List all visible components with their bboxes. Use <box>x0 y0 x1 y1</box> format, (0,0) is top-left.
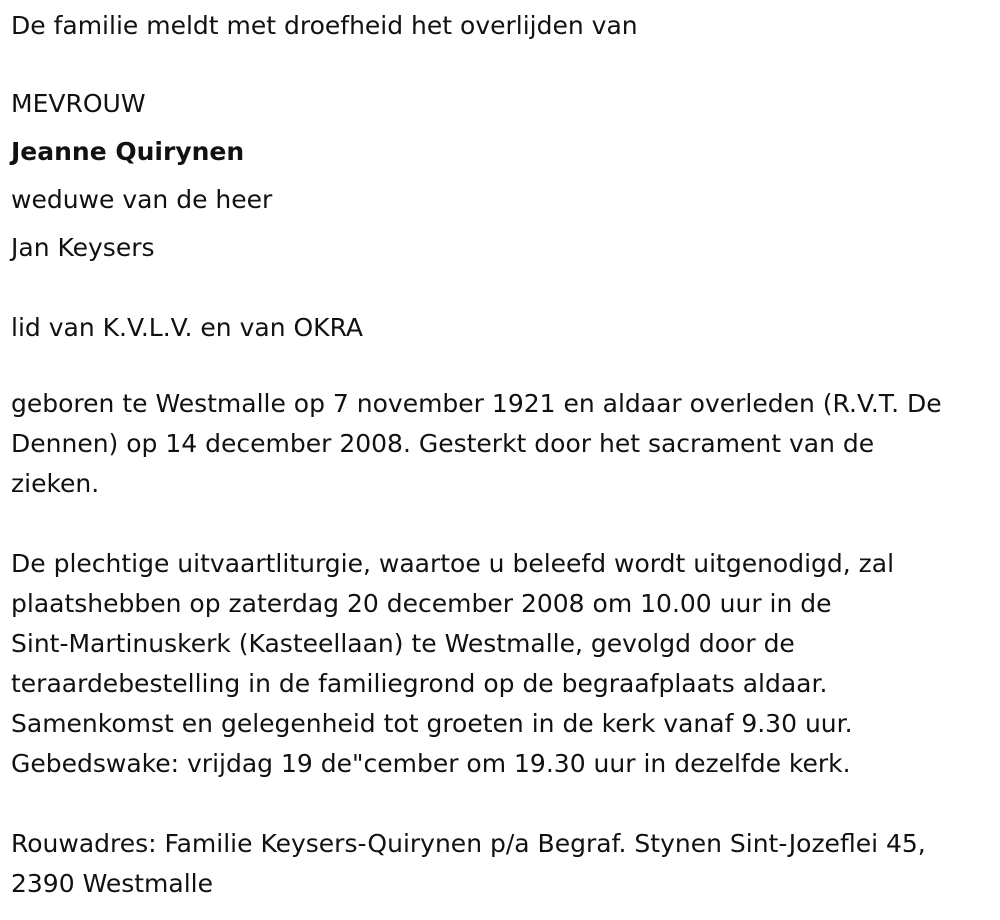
widow-text: weduwe van de heer <box>11 185 273 214</box>
paragraph-line: geboren te Westmalle op 7 november 1921 en aldaar overleden (R.V.T. De <box>11 389 942 418</box>
paragraph-line: zieken. <box>11 469 100 498</box>
title-text: MEVROUW <box>11 89 146 118</box>
spacer <box>11 504 992 544</box>
spacer <box>11 352 992 384</box>
paragraph-line: 2390 Westmalle <box>11 869 213 898</box>
spouse-name: Jan Keysers <box>11 233 155 262</box>
address-paragraph <box>11 824 992 904</box>
spacer <box>11 44 992 80</box>
paragraph-line: Samenkomst en gelegenheid tot groeten in de kerk vanaf 9.30 uur. <box>11 709 853 738</box>
funeral-paragraph <box>11 544 992 784</box>
paragraph-line: teraardebestelling in de familiegrond op de begraafplaats aldaar. <box>11 669 828 698</box>
spacer <box>11 272 992 304</box>
birth-death-paragraph <box>11 384 992 504</box>
spacer <box>11 784 992 824</box>
membership-text: lid van K.V.L.V. en van OKRA <box>11 313 364 342</box>
intro-text: De familie meldt met droefheid het overlijden van <box>11 11 638 40</box>
paragraph-line: Dennen) op 14 december 2008. Gesterkt door het sacrament van de <box>11 429 875 458</box>
paragraph-line: Gebedswake: vrijdag 19 de"cember om 19.30 uur in dezelfde kerk. <box>11 749 851 778</box>
deceased-name: Jeanne Quirynen <box>11 137 245 166</box>
paragraph-line: De plechtige uitvaartliturgie, waartoe u beleefd wordt uitgenodigd, zal <box>11 549 895 578</box>
paragraph-line: Sint-Martinuskerk (Kasteellaan) te Westmalle, gevolgd door de <box>11 629 795 658</box>
paragraph-line: plaatshebben op zaterdag 20 december 2008 om 10.00 uur in de <box>11 589 832 618</box>
paragraph-line: Rouwadres: Familie Keysers-Quirynen p/a Begraf. Stynen Sint-Jozeflei 45, <box>11 829 926 858</box>
